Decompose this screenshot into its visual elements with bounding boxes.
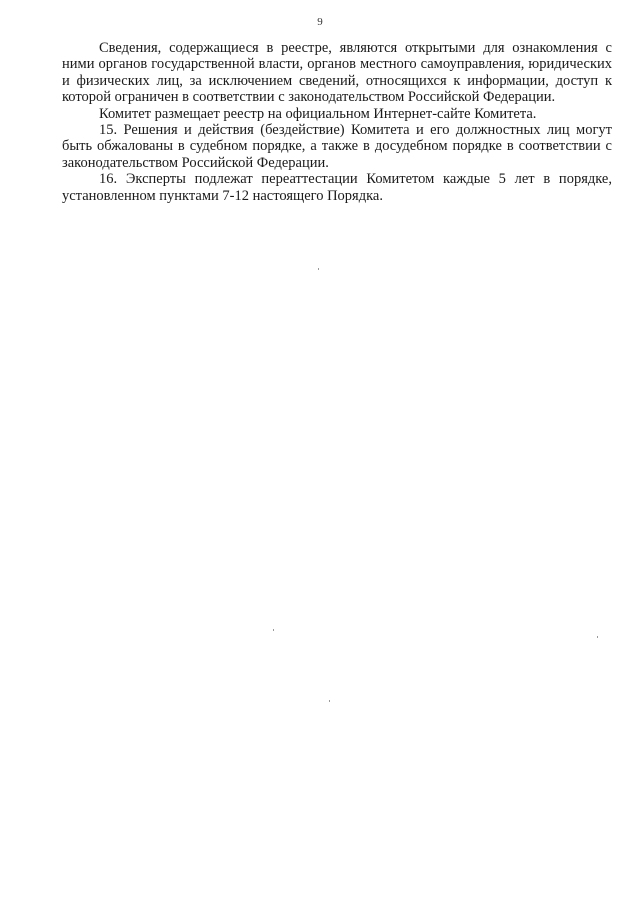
scan-speck [329,700,330,702]
paragraph-item-16: 16. Эксперты подлежат переаттестации Комитетом каждые 5 лет в порядке, установленном пунктами 7-12 настоящего Порядка. [62,171,612,204]
scan-speck [273,629,274,631]
scan-speck [597,636,598,638]
paragraph-item-15: 15. Решения и действия (бездействие) Комитета и его должностных лиц могут быть обжалованы в судебном порядке, а также в досудебном порядке в соответствии с законодательством Российской Федерации. [62,122,612,171]
paragraph-registry-publication: Комитет размещает реестр на официальном Интернет-сайте Комитета. [99,105,537,122]
document-body [62,40,612,204]
paragraph-registry-access: Сведения, содержащиеся в реестре, являются открытыми для ознакомления с ними органов государственной власти, органов местного самоуправления, юридических и физических лиц, за исключением сведений, относящихся к информации, доступ к которой ограничен в соответствии с законодательством Российской Федерации. [62,40,612,106]
page-number: 9 [317,16,323,28]
scan-speck [318,268,319,270]
